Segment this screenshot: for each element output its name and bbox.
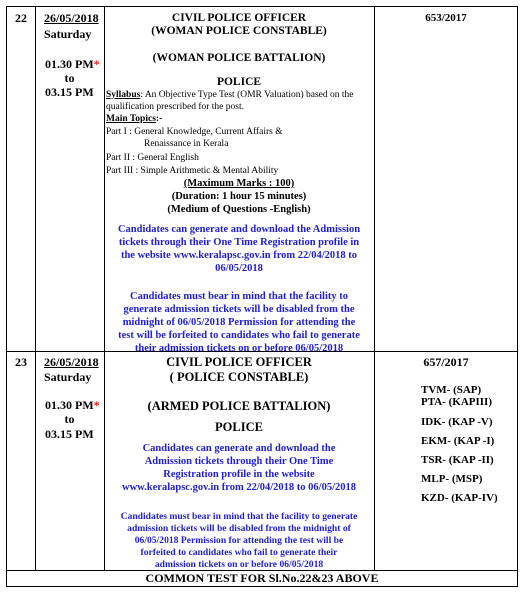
notice-line: Candidates can generate and download the Admission — [117, 224, 361, 235]
serial-number: 23 — [15, 355, 27, 369]
centre-item: IDK- (KAP -V) — [421, 416, 493, 428]
battalion: (ARMED POLICE BATTALION) — [147, 399, 331, 413]
time-start: 01.30 PM* — [45, 57, 100, 71]
notice-line: Admission tickets through their One Time — [144, 456, 334, 467]
notice-line: the website www.keralapsc.gov.in from 22/04/2018 to — [120, 250, 358, 261]
notice-line: Registration profile in the website — [163, 469, 315, 480]
exam-date: 26/05/2018 — [44, 355, 99, 369]
notice-line: Candidates must bear in mind that the facility to generate — [120, 511, 358, 522]
column-divider — [35, 7, 36, 570]
category-number: 657/2017 — [423, 355, 469, 369]
notice-line: generate admission tickets will be disabled from the — [123, 304, 355, 315]
syllabus-line: Syllabus: An Objective Type Test (OMR Valuation) based on the — [106, 90, 354, 100]
footer-note: COMMON TEST FOR Sl.No.22&23 ABOVE — [145, 571, 379, 585]
exam-schedule-table — [6, 6, 518, 587]
post-name-sub: ( POLICE CONSTABLE) — [169, 370, 309, 384]
duration: (Duration: 1 hour 15 minutes) — [171, 191, 307, 202]
part-3: Part III : Simple Arithmetic & Mental Ability — [106, 166, 279, 176]
post-name: CIVIL POLICE OFFICER — [171, 12, 307, 24]
exam-day: Saturday — [44, 27, 92, 41]
time-start: 01.30 PM* — [45, 398, 100, 412]
notice-line: tickets through their One Time Registration profile in — [118, 237, 360, 248]
time-end: 03.15 PM — [45, 427, 94, 441]
medium: (Medium of Questions -English) — [167, 204, 311, 215]
main-topics: Main Topics:- — [106, 114, 163, 124]
serial-number: 22 — [15, 11, 27, 25]
notice-line: 06/05/2018 — [215, 263, 263, 274]
part-2: Part II : General English — [106, 153, 199, 163]
post-name: CIVIL POLICE OFFICER — [166, 355, 312, 369]
category-number: 653/2017 — [425, 12, 467, 24]
deadline-notice — [104, 511, 374, 571]
exam-day: Saturday — [44, 370, 92, 384]
admission-notice — [104, 442, 374, 494]
column-divider — [374, 7, 375, 570]
post-name-sub: (WOMAN POLICE CONSTABLE) — [151, 25, 327, 37]
notice-line: www.keralapsc.gov.in from 22/04/2018 to 06/05/2018 — [121, 482, 356, 493]
centre-item: TSR- (KAP -II) — [421, 454, 494, 466]
department: POLICE — [215, 420, 263, 434]
notice-line: Candidates must bear in mind that the facility to — [130, 291, 348, 302]
notice-line: Candidates can generate and download the — [142, 443, 336, 454]
centre-item: MLP- (MSP) — [421, 473, 483, 485]
notice-line: their admission tickets on or before 06/05/2018 — [134, 343, 344, 354]
exam-date: 26/05/2018 — [44, 11, 99, 25]
admission-notice — [104, 223, 374, 275]
department: POLICE — [216, 76, 262, 88]
battalion: (WOMAN POLICE BATTALION) — [152, 52, 326, 64]
notice-line: admission tickets will be disabled from the midnight of — [127, 523, 351, 534]
notice-line: midnight of 06/05/2018 Permission for attending the — [122, 317, 356, 328]
notice-line: forfeited to candidates who fail to generate their — [140, 547, 338, 558]
time-to: to — [64, 71, 75, 85]
time-end: 03.15 PM — [45, 85, 94, 99]
deadline-notice — [104, 290, 374, 355]
max-marks: (Maximum Marks : 100) — [183, 178, 295, 189]
notice-line: 06/05/2018 Permission for attending the test will be — [134, 535, 344, 546]
notice-line: admission tickets on or before 06/05/2018 — [154, 559, 324, 570]
syllabus-label: Syllabus — [106, 90, 141, 100]
centre-item: EKM- (KAP -I) — [421, 435, 495, 447]
notice-line: test will be forfeited to candidates who fail to generate — [118, 330, 360, 341]
time-to: to — [64, 412, 75, 426]
part-1: Part I : General Knowledge, Current Affairs & — [106, 127, 283, 137]
asterisk: * — [93, 398, 100, 412]
asterisk: * — [93, 57, 100, 71]
centre-item: PTA- (KAPIII) — [421, 396, 492, 408]
syllabus-line-2: qualification prescribed for the post. — [106, 102, 244, 112]
centre-item: TVM- (SAP) — [421, 384, 482, 396]
part-1-cont: Renaissance in Kerala — [144, 139, 229, 149]
centre-item: KZD- (KAP-IV) — [421, 492, 498, 504]
